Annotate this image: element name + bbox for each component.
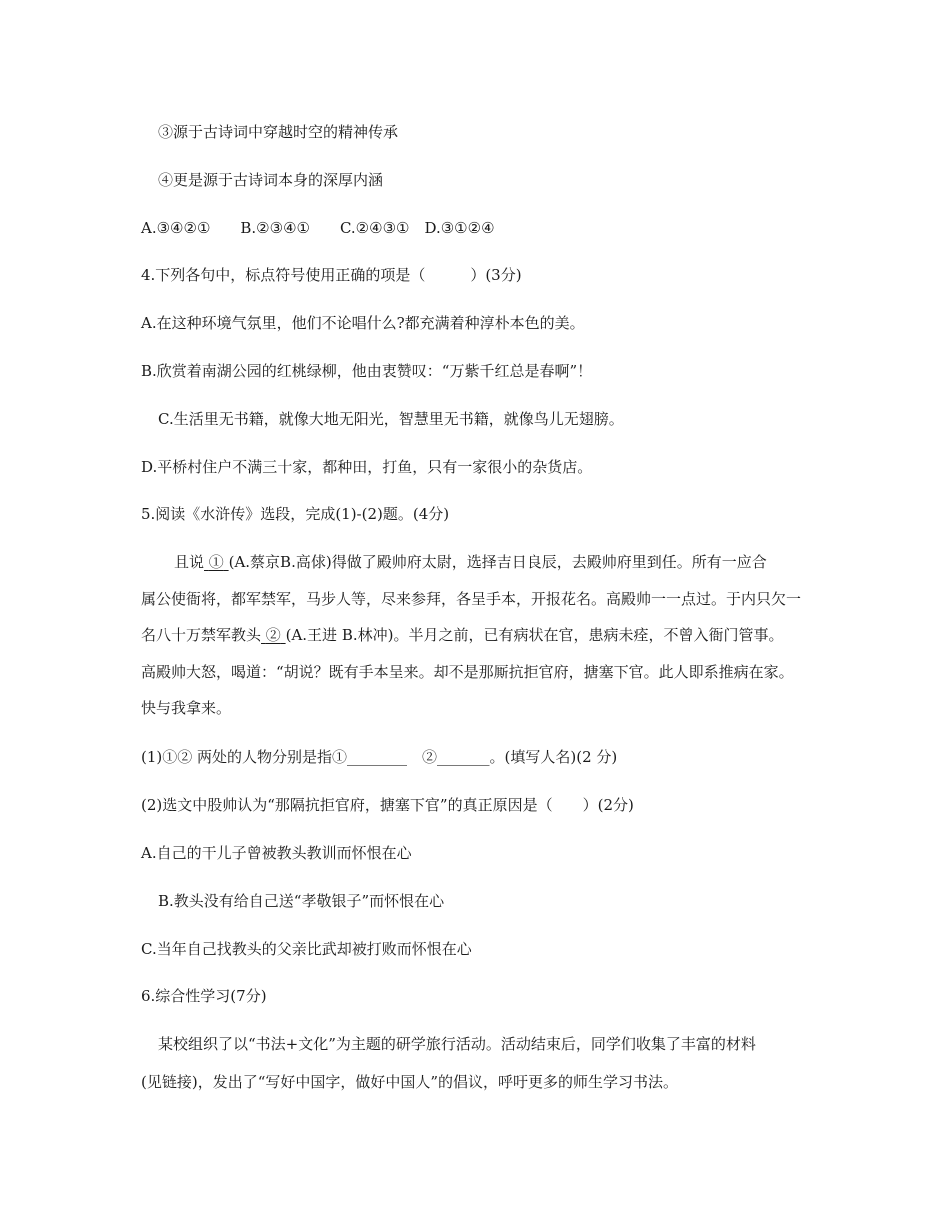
q5-option-c: C.当年自己找教头的父亲比武却被打败而怀恨在心	[141, 940, 472, 958]
passage-text: 名八十万禁军教头	[141, 626, 262, 645]
passage-line-5: 快与我拿来。	[141, 699, 232, 718]
q6-paragraph-line-1: 某校组织了以“书法+文化”为主题的研学旅行活动。活动结束后，同学们收集了丰富的材料	[158, 1035, 756, 1053]
passage-line-3	[141, 617, 813, 654]
passage-text: 且说	[174, 553, 205, 571]
passage-line-2: 属公使衙将，都军禁军，马步人等，尽来参拜，各呈手本，开报花名。高殿帅一一点过。于内只欠一	[141, 589, 802, 608]
q4-option-d: D.平桥村住户不满三十家，都种田，打鱼，只有一家很小的杂货店。	[141, 458, 593, 476]
q4-option-a: A.在这种环境气氛里，他们不论唱什么?都充满着种淳朴本色的美。	[141, 314, 585, 332]
q5-passage	[141, 544, 813, 727]
passage-text: (A.蔡京B.高俅)得做了殿帅府太尉，选择吉日良辰，去殿帅府里到任。所有一应合	[228, 553, 767, 571]
q4-stem: 4.下列各句中，标点符号使用正确的项是（ ）(3分)	[141, 266, 522, 284]
blank-1	[204, 553, 229, 571]
blank-1-marker: ①	[208, 553, 224, 571]
q5-stem: 5.阅读《水浒传》选段，完成(1)-(2)题。(4分)	[141, 505, 450, 523]
q3-options: A.③④②① B.②③④① C.②④③① D.③①②④	[141, 219, 495, 237]
q5-option-a: A.自己的干儿子曾被教头教训而怀恨在心	[141, 844, 412, 862]
q5-sub-2: (2)选文中股帅认为“那隔抗拒官府，搪塞下官”的真正原因是（ ）(2分)	[141, 796, 634, 814]
q5-option-b: B.教头没有给自己送“孝敬银子”而怀恨在心	[158, 892, 445, 910]
q5-sub-1: (1)①② 两处的人物分别是指①________ ②_______。(填写人名)(2 分)	[141, 748, 618, 766]
q4-option-b: B.欣赏着南湖公园的红桃绿柳，他由衷赞叹：“万紫千红总是春啊”！	[141, 362, 593, 380]
blank-2-marker: ②	[265, 626, 281, 645]
passage-line-1	[141, 544, 813, 581]
q3-item-3: ③源于古诗词中穿越时空的精神传承	[158, 123, 399, 141]
passage-line-4: 高殿帅大怒，喝道：“胡说？既有手本呈来。却不是那厮抗拒官府，搪塞下官。此人即系推病在家。	[141, 662, 794, 681]
blank-2	[261, 626, 286, 644]
q4-option-c: C.生活里无书籍，就像大地无阳光，智慧里无书籍，就像鸟儿无翅膀。	[158, 410, 624, 428]
q3-item-4: ④更是源于古诗词本身的深厚内涵	[158, 171, 384, 189]
q6-stem: 6.综合性学习(7分)	[141, 987, 267, 1005]
passage-text: (A.王进 B.林冲)。半月之前，已有病状在官，患病未痊，不曾入衙门管事。	[285, 626, 784, 645]
q6-paragraph-line-2: (见链接)，发出了“写好中国字，做好中国人”的倡议，呼吁更多的师生学习书法。	[141, 1073, 679, 1091]
